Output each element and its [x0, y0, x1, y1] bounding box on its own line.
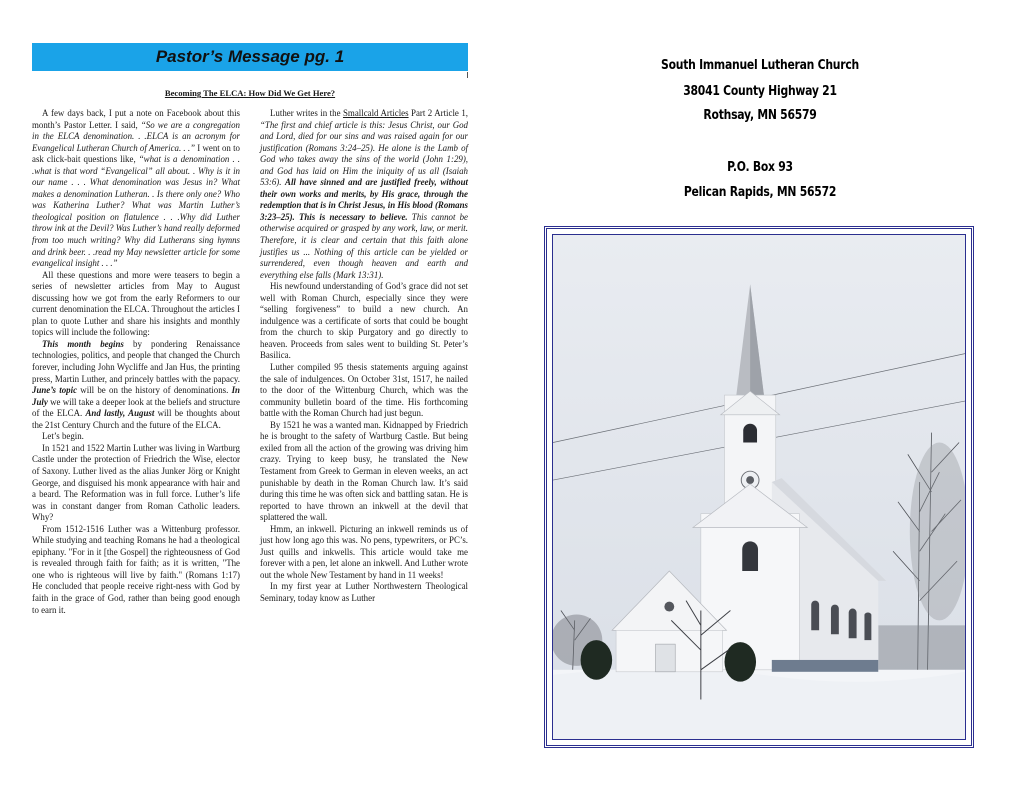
article-column-left	[32, 108, 240, 616]
church-photo-frame	[544, 226, 974, 748]
paragraph	[32, 339, 240, 431]
article-column-right	[260, 108, 468, 605]
text-run: Part 2 Article 1,	[408, 108, 468, 118]
text-run: In my first year at Luther Northwestern Theological Seminary, today know as Luther	[260, 581, 468, 603]
paragraph	[32, 431, 240, 443]
text-run: “what is a denomination . . .what is that word “Evangelical” all about. . Why is it in our name . . . What denomination was Jesus in? What makes a denomination Lutheran. . Is there only one? Who was Katherina Luther? What was Martin Luther’s theological position on flatulence . . .Why did Luther throw ink at the Devil? Was Luther’s hand really deformed from too much writing? Why did Lutherans sing hymns and drink beer. . .read my May newsletter article for some evangelical insight . . .”	[32, 154, 240, 269]
paragraph	[32, 443, 240, 524]
paragraph	[32, 524, 240, 616]
church-name: South Immanuel Lutheran Church	[661, 58, 859, 73]
text-run: Smallcald Articles	[342, 108, 409, 118]
mailing-city-state-zip: Pelican Rapids, MN 56572	[683, 185, 837, 200]
text-run: All have sinned and are justified freely, without their own works and merits, by His grace, through the redemption that is in Christ Jesus, in His blood (Romans 3:23–25). This is necessary to believe.	[260, 177, 468, 222]
street-address: 38041 County Highway 21	[683, 84, 837, 99]
text-run: I went on to ask click-bait questions like,	[32, 142, 240, 165]
pastors-message-banner: Pastor’s Message pg. 1	[32, 43, 468, 71]
text-run: Hmm, an inkwell. Picturing an inkwell reminds us of just how long ago this was. No pens, typewriters, or PC’s. Just quills and inkwells. This article would take me forever with a pen, let alone an inkwell. And Luther wrote out the whole New Testament by hand in 11 weeks!	[260, 523, 468, 580]
text-run: A few days back, I put a note on Facebook about this month’s Pastor Letter. I said,	[32, 108, 240, 130]
text-run: His newfound understanding of God’s grace did not set well with Roman Church, especially since they were “selling forgiveness” to build a new church. An indulgence was a certificate of sorts that could be bought from the church to skip Purgatory and go directly to heaven. Proceeds from sales went to building St. Peter’s Basilica.	[260, 281, 468, 361]
paragraph	[260, 108, 468, 281]
text-run: By 1521 he was a wanted man. Kidnapped by Friedrich he is brought to the safety of Wartburg Castle. But being exiled from all the action of the growing was driving him crazy. Trying to keep busy, he translated the New Testament from Greek to German in eleven weeks, an act punishable by death in the Roman Church law. It’s said during this time he was often sick and battling satan. He is reported to have thrown an inkwell at the devil that splattered the wall.	[260, 419, 468, 523]
text-run: This cannot be otherwise acquired or grasped by any work, law, or merit. Therefore, it is clear and certain that this faith alone justifies us ... Nothing of this article can be yielded or surrendered, even though heaven and earth and everything else falls (Mark 13:31).	[260, 211, 468, 280]
church-illustration	[553, 235, 965, 739]
text-run: “So we are a congregation in the ELCA denomination. . .ELCA is an acronym for Evangelical Lutheran Church of America. . .”	[32, 119, 240, 153]
paragraph	[260, 362, 468, 420]
paragraph	[260, 420, 468, 524]
po-box: P.O. Box 93	[727, 160, 793, 175]
text-run: by pondering Renaissance technologies, politics, and people that changed the Church forever, including John Wycliffe and Jan Hus, the printing press, Martin Luther, and princely battles with the papacy.	[32, 338, 240, 384]
text-run: “The first and chief article is this: Jesus Christ, our God and Lord, died for our sins and was raised again for our justification (Romans 3:24–25). He alone is the Lamb of God who takes away the sins of the world (John 1:29), and God has laid on Him the iniquity of us all (Isaiah 53:6).	[260, 119, 468, 188]
text-run: Let’s begin.	[42, 431, 84, 442]
text-run: From 1512-1516 Luther was a Wittenburg professor. While studying and teaching Romans he had a theological epiphany. "For in it [the Gospel] the righteousness of God is revealed through faith for faith; as it is written, "The one who is righteous will live by faith." (Romans 1:17) He concluded that people receive right-ness with God by faith in the grace of God, rather than being good enough to earn it.	[32, 523, 240, 615]
text-run: In 1521 and 1522 Martin Luther was living in Wartburg Castle under the protection of Friedrich the Wise, elector of Saxony. Luther lived as the alias Junker Jörg or Knight George, and disguised his monk appearance with hair and a beard. The Reformation was in full force. Luther’s life was in constant danger from Roman Catholic leaders. Why?	[32, 442, 240, 523]
paragraph	[260, 524, 468, 582]
article-title: Becoming The ELCA: How Did We Get Here?	[164, 88, 336, 98]
church-photo	[552, 234, 966, 740]
text-run: will be thoughts about the 21st Century Church and the future of the ELCA.	[32, 408, 240, 430]
paragraph	[32, 108, 240, 270]
text-run: we will take a deeper look at the beliefs and structure of the ELCA.	[32, 396, 240, 419]
text-run: This month begins	[42, 338, 124, 349]
text-run: In July	[32, 385, 240, 407]
text-run: All these questions and more were teasers to begin a series of newsletter articles from May to August discussing how we got from the early Reformers to our current denomination the ELCA. Throughout the articles I plan to quote Luther and share his insights and monthly topics will include the following:	[32, 269, 240, 338]
banner-rule	[467, 72, 468, 78]
text-run: Luther writes in the	[270, 108, 343, 118]
city-state-zip: Rothsay, MN 56579	[703, 108, 817, 123]
text-run: June’s topic	[32, 385, 78, 396]
paragraph	[260, 581, 468, 604]
text-run: Luther compiled 95 thesis statements arguing against the sale of indulgences. On October 31st, 1517, he nailed to the door of the Wittenburg Church, which was the community bulletin board of the time. His forthcoming battle with the Roman Church had just begun.	[260, 362, 468, 419]
text-run: And lastly, August	[85, 408, 155, 419]
text-run: will be on the history of denominations.	[77, 385, 232, 396]
paragraph	[32, 270, 240, 339]
paragraph	[260, 281, 468, 362]
